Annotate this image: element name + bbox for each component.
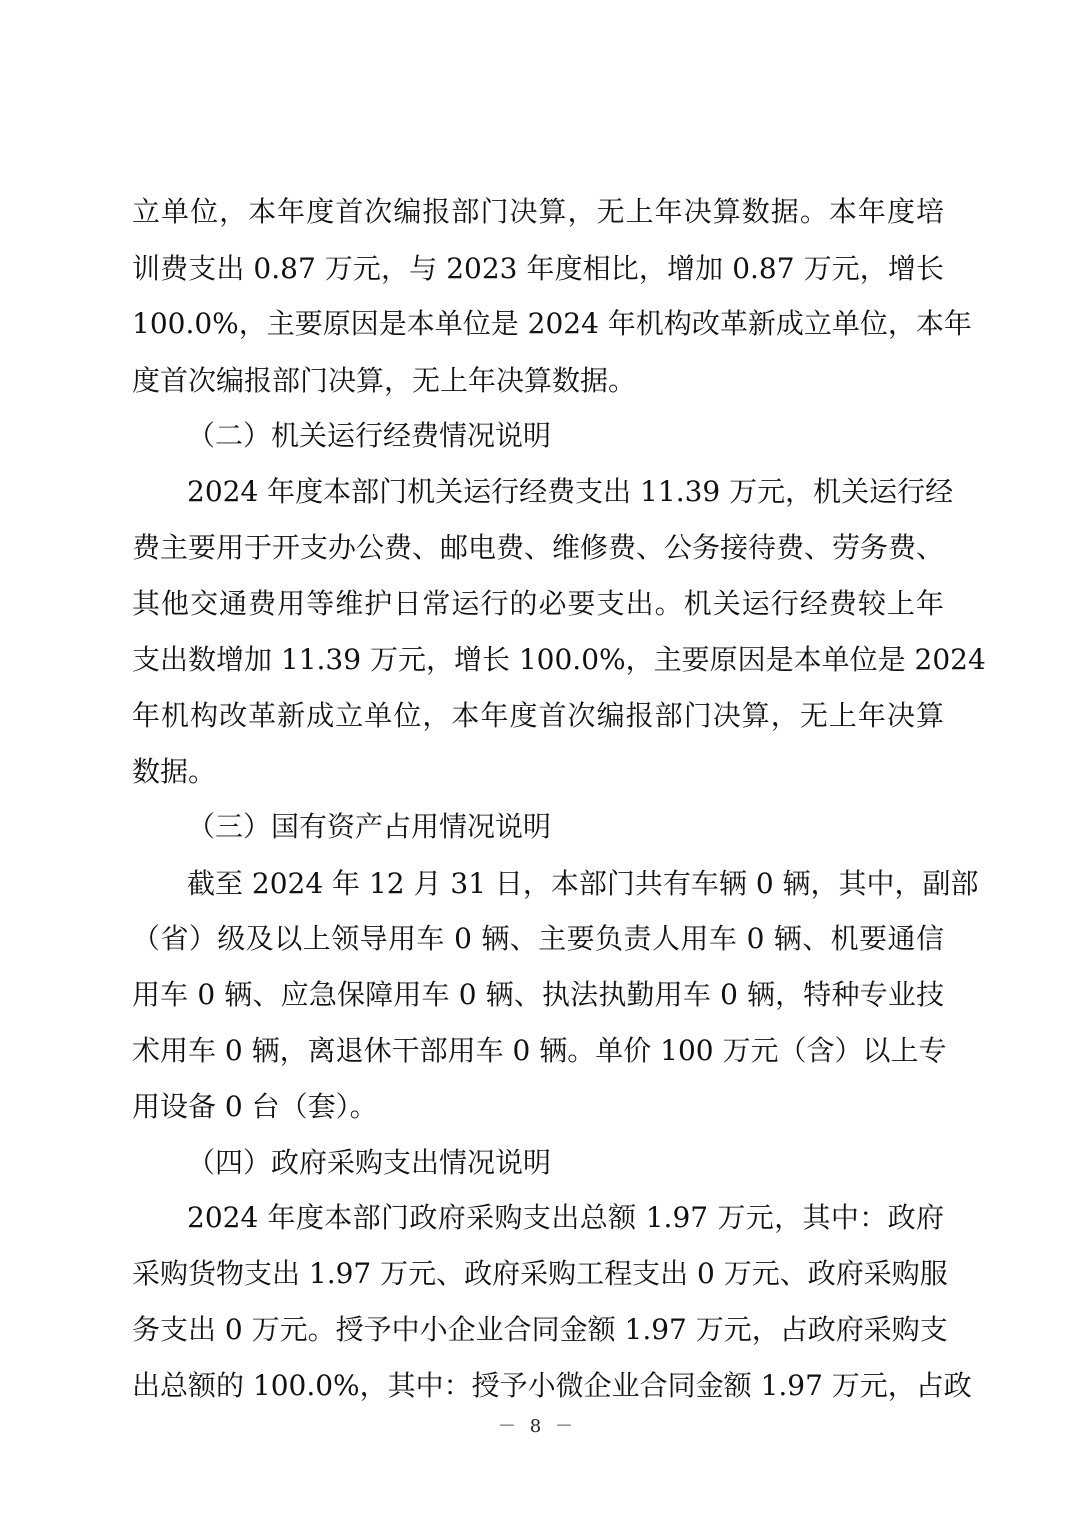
paragraph-line: （省）级及以上领导用车 0 辆、主要负责人用车 0 辆、机要通信 [132, 922, 944, 955]
section-heading: （二）机关运行经费情况说明 [187, 419, 552, 452]
paragraph-line: 务支出 0 万元。授予中小企业合同金额 1.97 万元，占政府采购支 [132, 1313, 948, 1346]
paragraph-line: 费主要用于开支办公费、邮电费、维修费、公务接待费、劳务费、 [132, 531, 945, 564]
paragraph-line: 支出数增加 11.39 万元，增长 100.0%，主要原因是本单位是 2024 [132, 643, 986, 676]
paragraph-line: 其他交通费用等维护日常运行的必要支出。机关运行经费较上年 [132, 587, 944, 620]
paragraph-line: 100.0%，主要原因是本单位是 2024 年机构改革新成立单位，本年 [132, 307, 972, 340]
paragraph-line: 训费支出 0.87 万元，与 2023 年度相比，增加 0.87 万元，增长 [132, 252, 944, 285]
paragraph-line: 用车 0 辆、应急保障用车 0 辆、执法执勤用车 0 辆，特种专业技 [132, 978, 944, 1011]
paragraph-line: 用设备 0 台（套）。 [132, 1090, 378, 1123]
paragraph-line: 2024 年度本部门政府采购支出总额 1.97 万元，其中：政府 [187, 1201, 944, 1234]
paragraph-line: 度首次编报部门决算，无上年决算数据。 [132, 364, 637, 397]
paragraph-line: 术用车 0 辆，离退休干部用车 0 辆。单价 100 万元（含）以上专 [132, 1034, 947, 1067]
paragraph-line: 出总额的 100.0%，其中：授予小微企业合同金额 1.97 万元，占政 [132, 1369, 972, 1402]
paragraph-line: 数据。 [132, 755, 217, 788]
paragraph-line: 年机构改革新成立单位，本年度首次编报部门决算，无上年决算 [132, 699, 944, 732]
section-heading: （三）国有资产占用情况说明 [187, 810, 552, 843]
page-number: － 8 － [498, 1416, 577, 1437]
paragraph-line: 采购货物支出 1.97 万元、政府采购工程支出 0 万元、政府采购服 [132, 1257, 948, 1290]
paragraph-line: 截至 2024 年 12 月 31 日，本部门共有车辆 0 辆，其中，副部 [187, 867, 979, 900]
section-heading: （四）政府采购支出情况说明 [187, 1146, 552, 1179]
paragraph-line: 2024 年度本部门机关运行经费支出 11.39 万元，机关运行经 [187, 475, 954, 508]
paragraph-line: 立单位，本年度首次编报部门决算，无上年决算数据。本年度培 [132, 195, 944, 228]
